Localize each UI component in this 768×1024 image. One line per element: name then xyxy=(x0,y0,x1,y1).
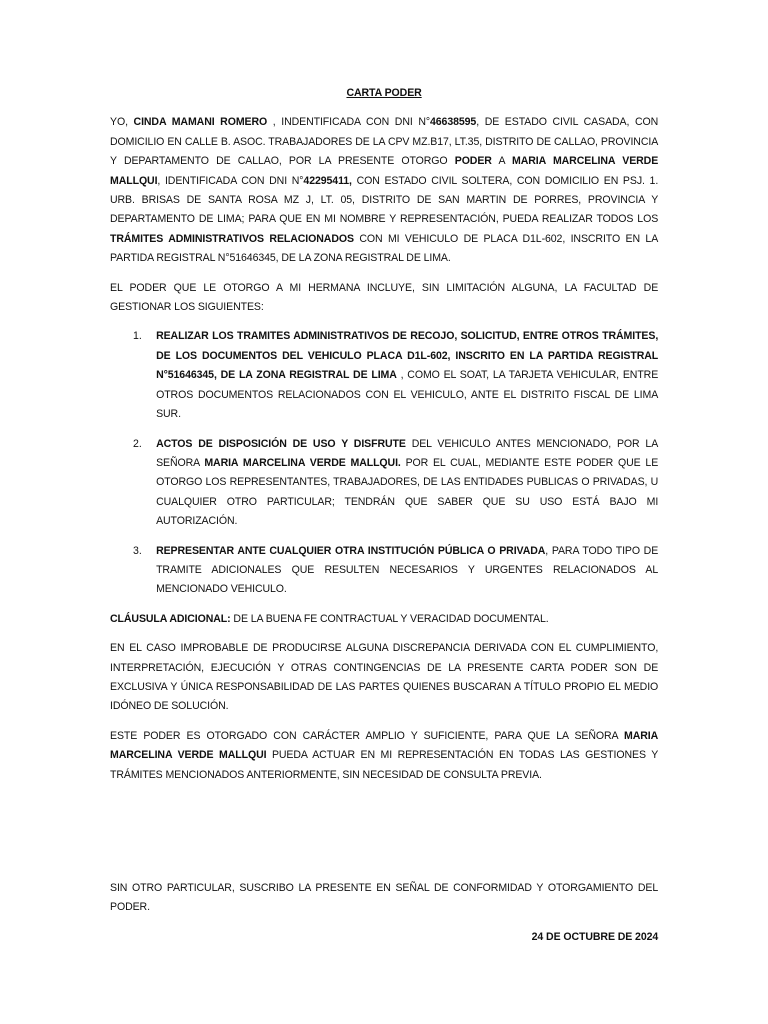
scope-paragraph: EL PODER QUE LE OTORGO A MI HERMANA INCLUYE, SIN LIMITACIÓN ALGUNA, LA FACULTAD DE GESTIONAR LOS SIGUIENTES: xyxy=(110,281,659,314)
tramites-phrase: TRÁMITES ADMINISTRATIVOS RELACIONADOS xyxy=(110,232,354,245)
document-title: CARTA PODER xyxy=(346,87,422,99)
text-span: A xyxy=(491,155,513,168)
clause-text: DE LA BUENA FE CONTRACTUAL Y VERACIDAD DOCUMENTAL. xyxy=(230,612,549,625)
text-span: YO, xyxy=(110,116,134,129)
list-number: 3. xyxy=(133,544,142,557)
discrepancy-paragraph: EN EL CASO IMPROBABLE DE PRODUCIRSE ALGUNA DISCREPANCIA DERIVADA CON EL CUMPLIMIENTO, INTERPRETACIÓN, EJECUCIÓN Y OTRAS CONTINGENCIAS DE LA PRESENTE CARTA PODER SON DE EXCLUSIVA Y ÚNICA RESPONSABILIDAD DE LAS PARTES QUIENES BUSCARAN A TÍTULO PROPIO EL MEDIO IDÓNEO DE SOLUCIÓN. xyxy=(110,642,659,713)
item-text: , PARA TODO TIPO DE TRAMITE ADICIONALES QUE RESULTEN NECESARIOS Y URGENTES RELACIONADOS AL MENCIONADO VEHICULO. xyxy=(156,544,659,596)
grantee-name: MARIA MARCELINA VERDE MALLQUI xyxy=(110,155,659,187)
text-span: ESTE PODER ES OTORGADO CON CARÁCTER AMPLIO Y SUFICIENTE, PARA QUE LA SEÑORA xyxy=(110,729,625,742)
item-bold-text: REPRESENTAR ANTE CUALQUIER OTRA INSTITUCIÓN PÚBLICA O PRIVADA xyxy=(156,544,546,557)
text-span: CON ESTADO CIVIL SOLTERA, CON DOMICILIO EN PSJ. 1. URB. BRISAS DE SANTA ROSA MZ J, LT. 05, DISTRITO DE SAN MARTIN DE PORRES, PROVINCIA Y DEPARTAMENTO DE LIMA; PARA QUE EN MI NOMBRE Y REPRESENTACIÓN, PUEDA REALIZAR TODOS LOS xyxy=(110,174,659,226)
item-text: POR EL CUAL, MEDIANTE ESTE PODER QUE LE OTORGO LOS REPRESENTANTES, TRABAJADORES, DE LAS ENTIDADES PUBLICAS O PRIVADAS, U CUALQUIER OTRO PARTICULAR; TENDRÁN QUE SABER QUE SU USO ESTÁ BAJO MI AUTORIZACIÓN. xyxy=(156,456,659,528)
grantee-name: MARIA MARCELINA VERDE MALLQUI xyxy=(110,729,659,762)
item-bold-text: MARIA MARCELINA VERDE MALLQUI. xyxy=(204,456,401,469)
text-span: , DE ESTADO CIVIL CASADA, CON DOMICILIO EN CALLE B. ASOC. TRABAJADORES DE LA CPV MZ.B17, LT.35, DISTRITO DE CALLAO, PROVINCIA Y DEPARTAMENTO DE CALLAO, POR LA PRESENTE OTORGO xyxy=(110,116,659,168)
list-item xyxy=(110,542,658,600)
list-item xyxy=(110,435,658,532)
text-span: CON MI VEHICULO DE PLACA D1L-602, INSCRITO EN LA PARTIDA REGISTRAL N°51646345, DE LA ZONA REGISTRAL DE LIMA. xyxy=(110,232,659,265)
grant-paragraph xyxy=(110,113,658,268)
clause-label: CLÁUSULA ADICIONAL: xyxy=(110,612,231,625)
item-text: DEL VEHICULO ANTES MENCIONADO, POR LA SEÑORA xyxy=(156,437,659,469)
authority-paragraph xyxy=(110,727,658,785)
document-date: 24 DE OCTUBRE DE 2024 xyxy=(531,930,659,943)
list-item xyxy=(110,327,658,424)
list-number: 2. xyxy=(133,437,142,450)
grantee-dni: 42295411, xyxy=(303,174,352,187)
item-bold-text: ACTOS DE DISPOSICIÓN DE USO Y DISFRUTE xyxy=(156,437,406,450)
document-page xyxy=(110,84,658,947)
grantor-name: CINDA MAMANI ROMERO xyxy=(133,116,268,129)
text-span: PUEDA ACTUAR EN MI REPRESENTACIÓN EN TODAS LAS GESTIONES Y TRÁMITES MENCIONADOS ANTERIORMENTE, SIN NECESIDAD DE CONSULTA PREVIA. xyxy=(110,749,659,781)
text-span: , INDENTIFICADA CON DNI N° xyxy=(267,116,430,129)
signature-space xyxy=(110,795,658,879)
text-span: , IDENTIFICADA CON DNI N° xyxy=(157,174,304,187)
list-number: 1. xyxy=(133,330,142,343)
item-text: , COMO EL SOAT, LA TARJETA VEHICULAR, ENTRE OTROS DOCUMENTOS RELACIONADOS CON EL VEHICULO, ANTE EL DISTRITO FISCAL DE LIMA SUR. xyxy=(156,369,659,421)
powers-list xyxy=(110,327,658,599)
item-bold-text: REALIZAR LOS TRAMITES ADMINISTRATIVOS DE RECOJO, SOLICITUD, ENTRE OTROS TRÁMITES, DE LOS DOCUMENTOS DEL VEHICULO PLACA D1L-602, INSCRITO EN LA PARTIDA REGISTRAL N°51646345, DE LA ZONA REGISTRAL DE LIMA xyxy=(156,330,659,382)
additional-clause xyxy=(110,610,658,629)
grantor-dni: 46638595 xyxy=(429,116,477,129)
poder-word: PODER xyxy=(454,155,492,168)
closing-paragraph: SIN OTRO PARTICULAR, SUSCRIBO LA PRESENTE EN SEÑAL DE CONFORMIDAD Y OTORGAMIENTO DEL PODER. xyxy=(110,882,659,914)
